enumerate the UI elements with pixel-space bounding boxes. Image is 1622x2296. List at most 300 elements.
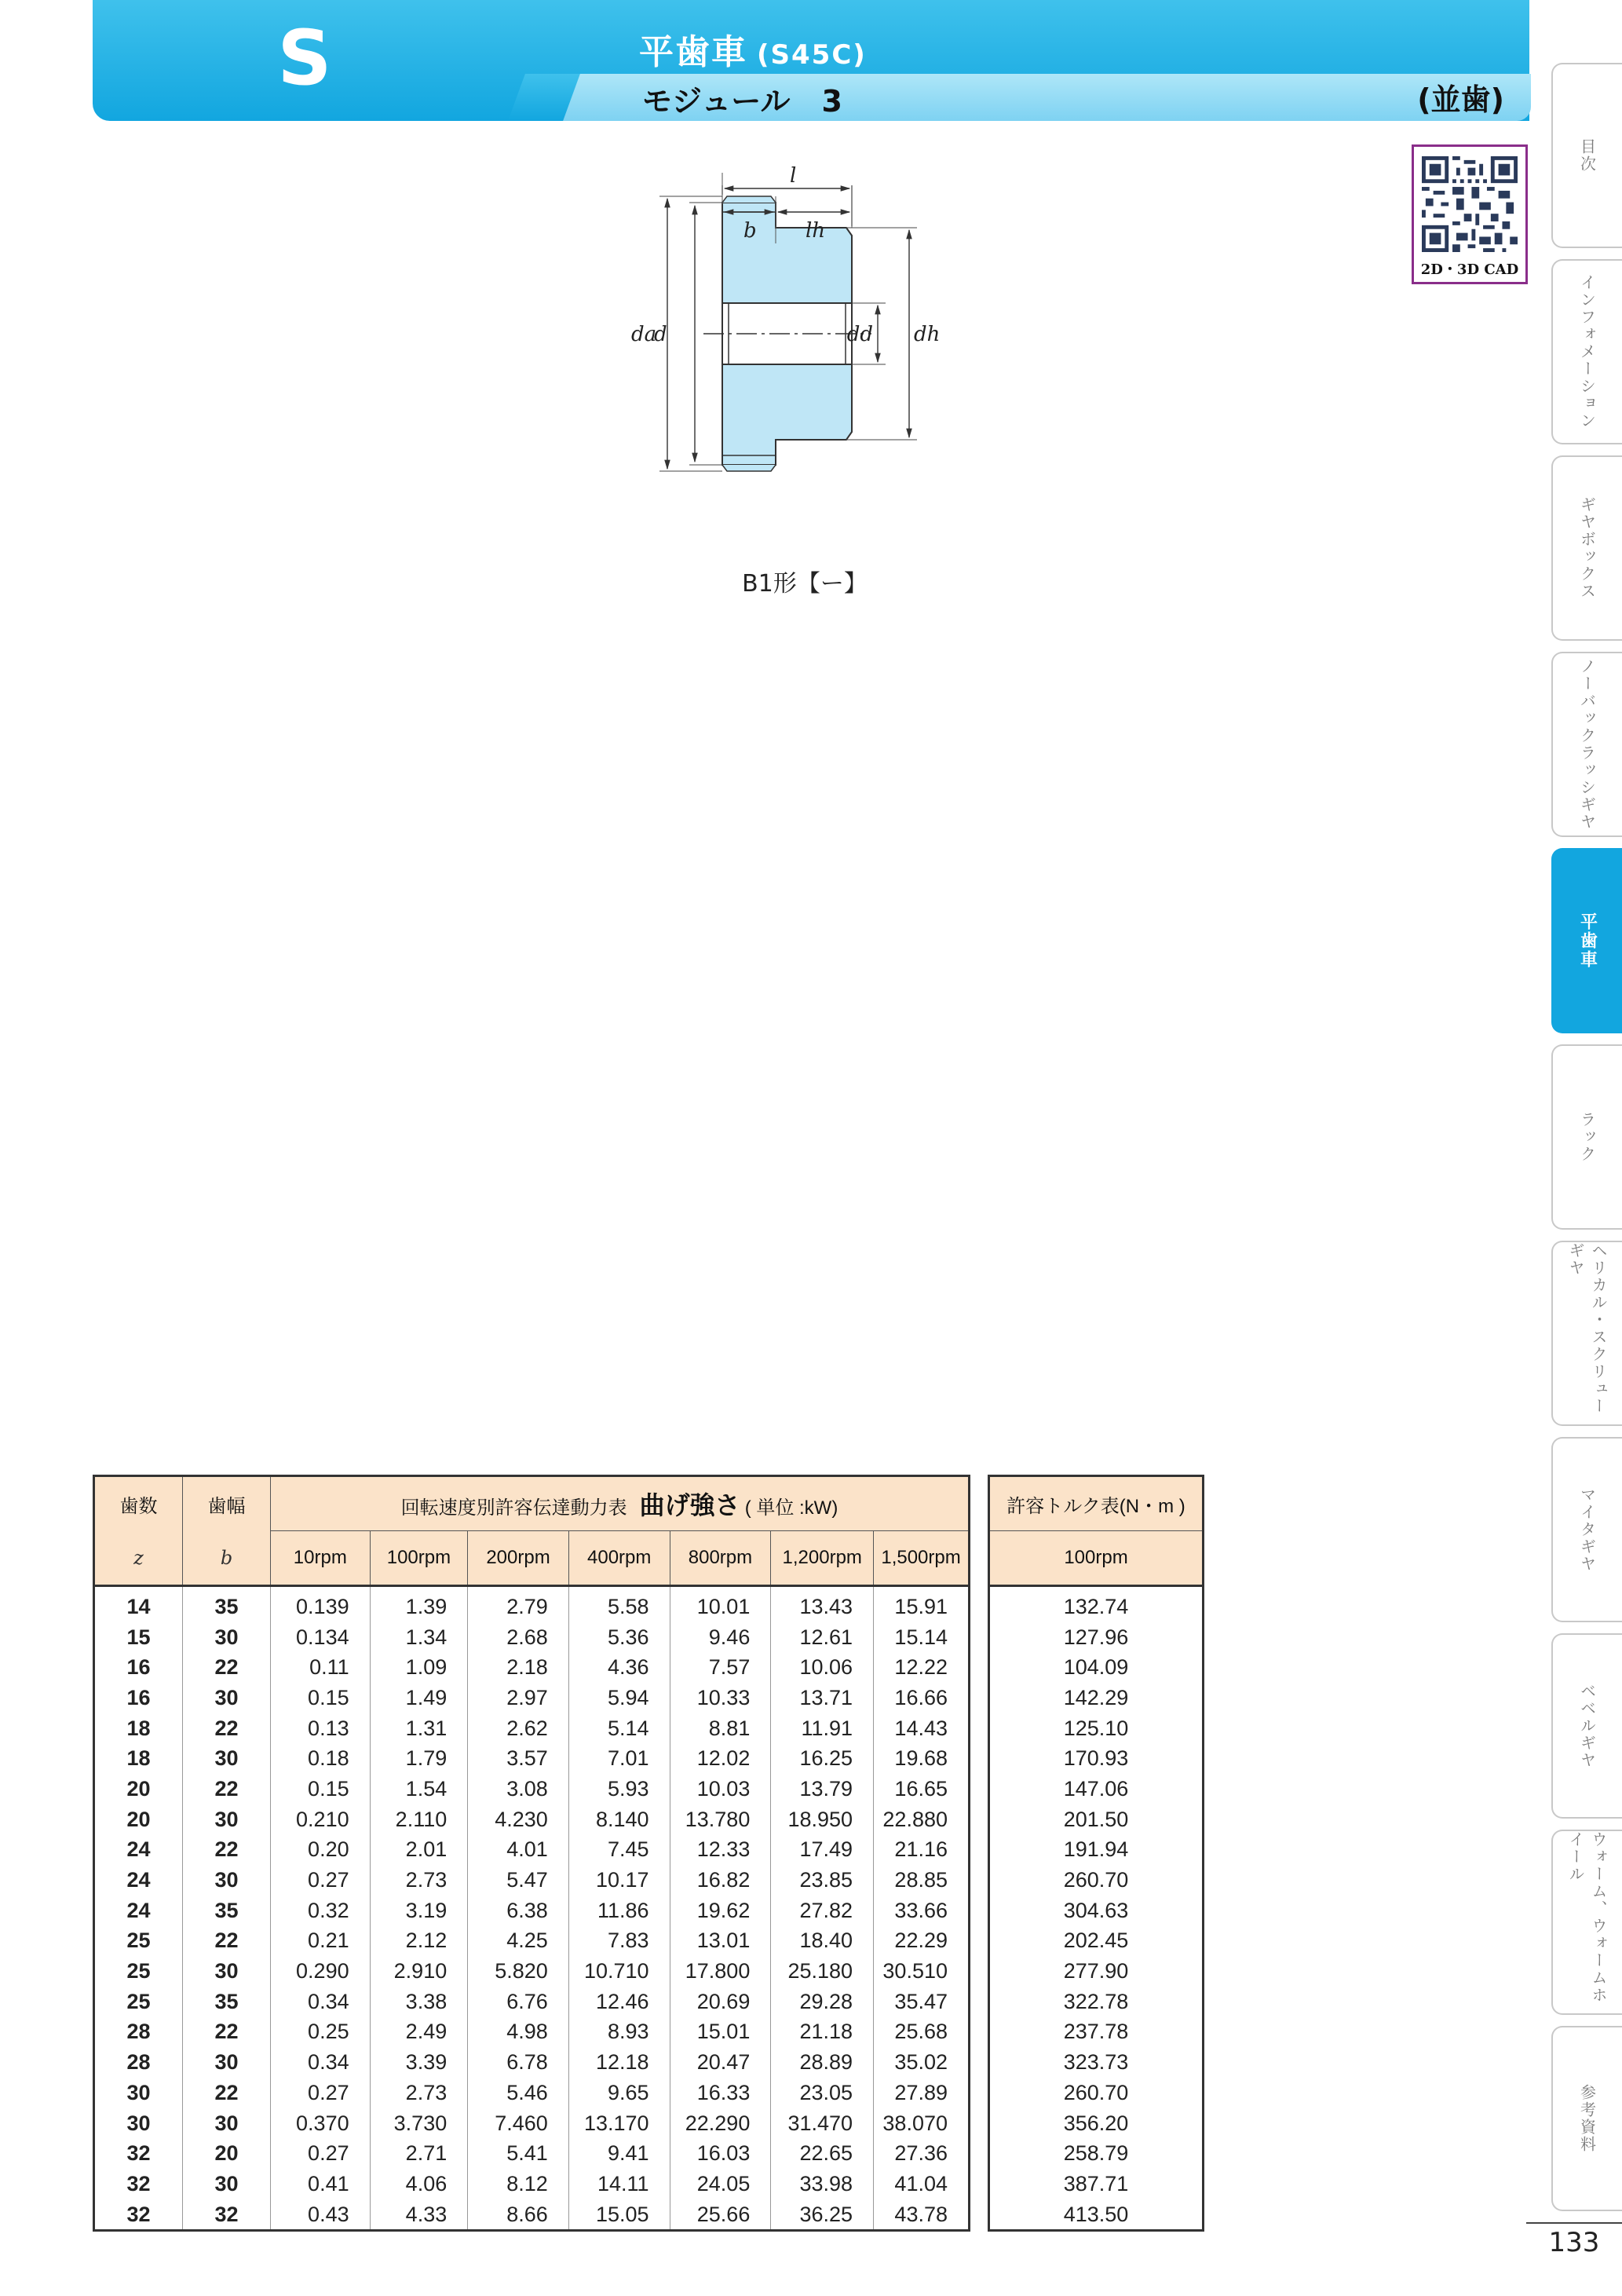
torque-cell: 356.20 xyxy=(989,2108,1204,2139)
power-cell: 16.66 xyxy=(874,1683,970,1713)
power-cell: 19.62 xyxy=(670,1896,771,1926)
module-value: 3 xyxy=(821,84,842,119)
torque-row xyxy=(989,2199,1204,2231)
power-cell: 17.49 xyxy=(771,1835,874,1866)
power-cell: 0.41 xyxy=(271,2169,371,2199)
torque-row xyxy=(989,1987,1204,2017)
power-cell: 20.47 xyxy=(670,2047,771,2078)
label-b: b xyxy=(743,219,757,243)
width-cell: 22 xyxy=(183,1835,271,1866)
power-cell: 24.05 xyxy=(670,2169,771,2199)
rpm-header: 200rpm xyxy=(468,1531,569,1586)
power-cell: 25.180 xyxy=(771,1956,874,1987)
power-cell: 2.910 xyxy=(370,1956,468,1987)
power-cell: 7.45 xyxy=(568,1835,670,1866)
drawing-caption: B1形【ー】 xyxy=(742,570,868,598)
torque-cell: 127.96 xyxy=(989,1622,1204,1653)
power-cell: 8.81 xyxy=(670,1713,771,1744)
power-cell: 4.01 xyxy=(468,1835,569,1866)
torque-row xyxy=(989,1804,1204,1835)
power-cell: 4.33 xyxy=(370,2199,468,2231)
width-cell: 30 xyxy=(183,1743,271,1774)
power-cell: 16.65 xyxy=(874,1774,970,1804)
power-cell: 15.01 xyxy=(670,2017,771,2048)
torque-cell: 237.78 xyxy=(989,2017,1204,2048)
power-unit: ( 単位 :kW) xyxy=(744,1497,838,1519)
teeth-cell: 16 xyxy=(94,1652,183,1683)
teeth-cell: 25 xyxy=(94,1987,183,2017)
power-cell: 23.05 xyxy=(771,2078,874,2108)
power-cell: 8.140 xyxy=(568,1804,670,1835)
torque-row xyxy=(989,1622,1204,1653)
power-cell: 33.98 xyxy=(771,2169,874,2199)
torque-row xyxy=(989,1865,1204,1896)
power-cell: 18.40 xyxy=(771,1926,874,1957)
label-d: d xyxy=(654,323,667,346)
power-cell: 2.12 xyxy=(370,1926,468,1957)
power-cell: 14.43 xyxy=(874,1713,970,1744)
power-cell: 31.470 xyxy=(771,2108,874,2139)
power-cell: 19.68 xyxy=(874,1743,970,1774)
torque-row xyxy=(989,2017,1204,2048)
col-teeth-symbol: z xyxy=(94,1531,183,1586)
table-row xyxy=(94,1835,970,1866)
qr-code-icon xyxy=(1422,153,1518,255)
power-cell: 0.290 xyxy=(271,1956,371,1987)
power-cell: 2.49 xyxy=(370,2017,468,2048)
power-cell: 8.93 xyxy=(568,2017,670,2048)
torque-row xyxy=(989,1926,1204,1957)
power-cell: 7.460 xyxy=(468,2108,569,2139)
torque-row xyxy=(989,1713,1204,1744)
power-cell: 9.65 xyxy=(568,2078,670,2108)
teeth-cell: 24 xyxy=(94,1835,183,1866)
power-cell: 25.66 xyxy=(670,2199,771,2231)
power-cell: 5.46 xyxy=(468,2078,569,2108)
power-cell: 7.01 xyxy=(568,1743,670,1774)
power-cell: 15.91 xyxy=(874,1586,970,1622)
power-cell: 0.21 xyxy=(271,1926,371,1957)
width-cell: 35 xyxy=(183,1987,271,2017)
torque-cell: 322.78 xyxy=(989,1987,1204,2017)
side-tab-9[interactable] xyxy=(1551,1830,1622,2015)
torque-cell: 170.93 xyxy=(989,1743,1204,1774)
teeth-cell: 32 xyxy=(94,2199,183,2231)
power-cell: 5.41 xyxy=(468,2138,569,2169)
rpm-header: 1,200rpm xyxy=(771,1531,874,1586)
teeth-cell: 32 xyxy=(94,2169,183,2199)
width-cell: 35 xyxy=(183,1586,271,1622)
power-cell: 2.73 xyxy=(370,1865,468,1896)
power-cell: 3.39 xyxy=(370,2047,468,2078)
power-cell: 5.94 xyxy=(568,1683,670,1713)
table-row xyxy=(94,2108,970,2139)
torque-row xyxy=(989,1835,1204,1866)
power-cell: 0.32 xyxy=(271,1896,371,1926)
label-lh: lh xyxy=(806,219,826,243)
power-cell: 0.27 xyxy=(271,2078,371,2108)
power-cell: 13.43 xyxy=(771,1586,874,1622)
table-row xyxy=(94,1622,970,1653)
power-cell: 2.79 xyxy=(468,1586,569,1622)
torque-row xyxy=(989,1956,1204,1987)
torque-cell: 125.10 xyxy=(989,1713,1204,1744)
power-cell: 2.18 xyxy=(468,1652,569,1683)
power-title-big: 曲げ強さ xyxy=(639,1491,740,1519)
side-tab-label: マイタギヤ xyxy=(1577,1486,1597,1573)
width-cell: 30 xyxy=(183,1804,271,1835)
table-row xyxy=(94,2138,970,2169)
side-tab-label: ノーバックラッシギヤ xyxy=(1577,658,1597,831)
power-cell: 22.290 xyxy=(670,2108,771,2139)
power-cell: 11.91 xyxy=(771,1713,874,1744)
teeth-cell: 28 xyxy=(94,2017,183,2048)
power-cell: 21.16 xyxy=(874,1835,970,1866)
power-cell: 22.65 xyxy=(771,2138,874,2169)
power-cell: 22.880 xyxy=(874,1804,970,1835)
power-cell: 0.15 xyxy=(271,1774,371,1804)
width-cell: 30 xyxy=(183,1683,271,1713)
side-tab-10[interactable] xyxy=(1551,2026,1622,2211)
side-tab-5[interactable] xyxy=(1551,1044,1622,1230)
power-cell: 0.11 xyxy=(271,1652,371,1683)
power-cell: 0.18 xyxy=(271,1743,371,1774)
power-cell: 2.62 xyxy=(468,1713,569,1744)
label-dd: dd xyxy=(846,323,873,346)
side-tab-7[interactable] xyxy=(1551,1437,1622,1622)
power-cell: 0.43 xyxy=(271,2199,371,2231)
power-cell: 12.22 xyxy=(874,1652,970,1683)
width-cell: 30 xyxy=(183,1865,271,1896)
teeth-cell: 30 xyxy=(94,2108,183,2139)
width-cell: 22 xyxy=(183,2017,271,2048)
teeth-cell: 24 xyxy=(94,1896,183,1926)
power-cell: 13.01 xyxy=(670,1926,771,1957)
power-cell: 35.47 xyxy=(874,1987,970,2017)
torque-cell: 142.29 xyxy=(989,1683,1204,1713)
side-tab-8[interactable] xyxy=(1551,1633,1622,1819)
power-cell: 5.820 xyxy=(468,1956,569,1987)
qr-caption: 2D・3D CAD xyxy=(1420,261,1519,278)
power-cell: 10.06 xyxy=(771,1652,874,1683)
width-cell: 30 xyxy=(183,1622,271,1653)
table-row xyxy=(94,1743,970,1774)
power-cell: 10.33 xyxy=(670,1683,771,1713)
table-row xyxy=(94,1683,970,1713)
power-cell: 1.54 xyxy=(370,1774,468,1804)
torque-cell: 260.70 xyxy=(989,1865,1204,1896)
col-width-symbol: b xyxy=(183,1531,271,1586)
power-cell: 10.01 xyxy=(670,1586,771,1622)
power-cell: 30.510 xyxy=(874,1956,970,1987)
power-cell: 4.25 xyxy=(468,1926,569,1957)
side-tab-1[interactable] xyxy=(1551,259,1622,444)
torque-row xyxy=(989,2047,1204,2078)
width-cell: 22 xyxy=(183,1774,271,1804)
torque-row xyxy=(989,2108,1204,2139)
power-cell: 10.710 xyxy=(568,1956,670,1987)
power-cell: 35.02 xyxy=(874,2047,970,2078)
power-cell: 4.230 xyxy=(468,1804,569,1835)
table-row xyxy=(94,1987,970,2017)
torque-row xyxy=(989,2138,1204,2169)
power-cell: 0.13 xyxy=(271,1713,371,1744)
table-row xyxy=(94,1896,970,1926)
power-cell: 1.49 xyxy=(370,1683,468,1713)
power-cell: 16.33 xyxy=(670,2078,771,2108)
teeth-cell: 15 xyxy=(94,1622,183,1653)
torque-cell: 201.50 xyxy=(989,1804,1204,1835)
power-cell: 38.070 xyxy=(874,2108,970,2139)
power-cell: 10.03 xyxy=(670,1774,771,1804)
power-cell: 1.09 xyxy=(370,1652,468,1683)
power-cell: 0.27 xyxy=(271,2138,371,2169)
side-tab-label: ギヤボックス xyxy=(1577,496,1597,600)
torque-cell: 132.74 xyxy=(989,1586,1204,1622)
power-cell: 13.79 xyxy=(771,1774,874,1804)
rpm-header: 1,500rpm xyxy=(874,1531,970,1586)
teeth-cell: 14 xyxy=(94,1586,183,1622)
power-table-title xyxy=(271,1476,970,1531)
power-cell: 10.17 xyxy=(568,1865,670,1896)
power-cell: 0.134 xyxy=(271,1622,371,1653)
power-cell: 0.34 xyxy=(271,1987,371,2017)
side-tab-3[interactable] xyxy=(1551,652,1622,837)
teeth-cell: 20 xyxy=(94,1804,183,1835)
side-tab-label: ヘリカル・スクリューギヤ xyxy=(1566,1242,1608,1415)
torque-rpm-header: 100rpm xyxy=(989,1531,1204,1586)
teeth-cell: 24 xyxy=(94,1865,183,1896)
teeth-cell: 18 xyxy=(94,1713,183,1744)
teeth-cell: 32 xyxy=(94,2138,183,2169)
power-cell: 22.29 xyxy=(874,1926,970,1957)
power-cell: 9.41 xyxy=(568,2138,670,2169)
power-cell: 23.85 xyxy=(771,1865,874,1896)
power-cell: 6.78 xyxy=(468,2047,569,2078)
power-cell: 0.15 xyxy=(271,1683,371,1713)
power-cell: 27.36 xyxy=(874,2138,970,2169)
power-cell: 27.89 xyxy=(874,2078,970,2108)
power-cell: 36.25 xyxy=(771,2199,874,2231)
torque-cell: 191.94 xyxy=(989,1835,1204,1866)
width-cell: 22 xyxy=(183,1713,271,1744)
power-cell: 21.18 xyxy=(771,2017,874,2048)
power-cell: 5.36 xyxy=(568,1622,670,1653)
label-l: l xyxy=(790,165,797,188)
module-line xyxy=(642,77,842,120)
power-cell: 25.68 xyxy=(874,2017,970,2048)
torque-cell: 104.09 xyxy=(989,1652,1204,1683)
col-teeth-header: 歯数 xyxy=(94,1476,183,1531)
gear-dimension-lines xyxy=(550,165,989,558)
power-cell: 8.12 xyxy=(468,2169,569,2199)
torque-cell: 413.50 xyxy=(989,2199,1204,2231)
power-cell: 3.57 xyxy=(468,1743,569,1774)
power-cell: 16.03 xyxy=(670,2138,771,2169)
table-row xyxy=(94,1926,970,1957)
label-da: da xyxy=(631,323,657,346)
power-cell: 0.210 xyxy=(271,1804,371,1835)
table-row xyxy=(94,1652,970,1683)
width-cell: 35 xyxy=(183,1896,271,1926)
power-cell: 13.170 xyxy=(568,2108,670,2139)
power-cell: 0.139 xyxy=(271,1586,371,1622)
power-cell: 27.82 xyxy=(771,1896,874,1926)
power-cell: 2.71 xyxy=(370,2138,468,2169)
material-text: (S45C) xyxy=(757,39,867,71)
power-cell: 15.05 xyxy=(568,2199,670,2231)
width-cell: 30 xyxy=(183,2169,271,2199)
side-tab-label: ラック xyxy=(1577,1111,1597,1163)
cad-qr-link[interactable] xyxy=(1412,144,1528,284)
power-cell: 0.34 xyxy=(271,2047,371,2078)
power-cell: 12.46 xyxy=(568,1987,670,2017)
width-cell: 30 xyxy=(183,2108,271,2139)
power-cell: 8.66 xyxy=(468,2199,569,2231)
power-cell: 2.110 xyxy=(370,1804,468,1835)
table-row xyxy=(94,1713,970,1744)
rpm-header: 100rpm xyxy=(370,1531,468,1586)
page-number-rule xyxy=(1526,2222,1622,2224)
power-cell: 6.76 xyxy=(468,1987,569,2017)
power-cell: 3.730 xyxy=(370,2108,468,2139)
rpm-header: 400rpm xyxy=(568,1531,670,1586)
side-tab-label: インフォメーション xyxy=(1577,274,1597,430)
torque-row xyxy=(989,1743,1204,1774)
width-cell: 32 xyxy=(183,2199,271,2231)
width-cell: 22 xyxy=(183,1926,271,1957)
torque-cell: 202.45 xyxy=(989,1926,1204,1957)
power-cell: 5.58 xyxy=(568,1586,670,1622)
torque-cell: 304.63 xyxy=(989,1896,1204,1926)
power-cell: 2.97 xyxy=(468,1683,569,1713)
power-cell: 41.04 xyxy=(874,2169,970,2199)
title-text: 平歯車 xyxy=(639,32,747,72)
rpm-header: 800rpm xyxy=(670,1531,771,1586)
power-cell: 28.89 xyxy=(771,2047,874,2078)
power-cell: 33.66 xyxy=(874,1896,970,1926)
power-cell: 5.47 xyxy=(468,1865,569,1896)
torque-row xyxy=(989,1586,1204,1622)
torque-table xyxy=(988,1475,1204,2232)
teeth-cell: 25 xyxy=(94,1956,183,1987)
torque-row xyxy=(989,1774,1204,1804)
table-row xyxy=(94,1956,970,1987)
table-row xyxy=(94,1804,970,1835)
power-cell: 3.08 xyxy=(468,1774,569,1804)
rpm-header: 10rpm xyxy=(271,1531,371,1586)
power-cell: 2.73 xyxy=(370,2078,468,2108)
width-cell: 30 xyxy=(183,2047,271,2078)
power-cell: 1.34 xyxy=(370,1622,468,1653)
power-cell: 4.36 xyxy=(568,1652,670,1683)
power-cell: 28.85 xyxy=(874,1865,970,1896)
power-title: 回転速度別許容伝達動力表 xyxy=(400,1497,627,1519)
power-cell: 1.31 xyxy=(370,1713,468,1744)
torque-cell: 260.70 xyxy=(989,2078,1204,2108)
tooth-type: (並歯) xyxy=(1417,82,1504,117)
side-tab-4[interactable] xyxy=(1551,848,1622,1033)
table-row xyxy=(94,1865,970,1896)
power-cell: 3.38 xyxy=(370,1987,468,2017)
power-cell: 2.68 xyxy=(468,1622,569,1653)
torque-row xyxy=(989,2078,1204,2108)
page-header xyxy=(93,0,1529,121)
width-cell: 30 xyxy=(183,1956,271,1987)
power-cell: 16.82 xyxy=(670,1865,771,1896)
side-tab-label: 目次 xyxy=(1577,138,1597,173)
power-cell: 29.28 xyxy=(771,1987,874,2017)
power-cell: 7.83 xyxy=(568,1926,670,1957)
side-tab-2[interactable] xyxy=(1551,455,1622,641)
power-cell: 3.19 xyxy=(370,1896,468,1926)
power-cell: 43.78 xyxy=(874,2199,970,2231)
page-number: 133 xyxy=(1548,2227,1600,2258)
side-tab-label: ウォーム、ウォームホイール xyxy=(1566,1831,1608,2004)
page-title xyxy=(639,24,867,74)
power-cell: 14.11 xyxy=(568,2169,670,2199)
power-cell: 0.20 xyxy=(271,1835,371,1866)
power-cell: 12.02 xyxy=(670,1743,771,1774)
power-cell: 1.79 xyxy=(370,1743,468,1774)
power-cell: 9.46 xyxy=(670,1622,771,1653)
power-cell: 4.98 xyxy=(468,2017,569,2048)
torque-cell: 387.71 xyxy=(989,2169,1204,2199)
width-cell: 20 xyxy=(183,2138,271,2169)
side-tab-0[interactable] xyxy=(1551,63,1622,248)
power-cell: 17.800 xyxy=(670,1956,771,1987)
power-cell: 12.33 xyxy=(670,1835,771,1866)
torque-row xyxy=(989,2169,1204,2199)
power-cell: 13.71 xyxy=(771,1683,874,1713)
teeth-cell: 20 xyxy=(94,1774,183,1804)
power-cell: 13.780 xyxy=(670,1804,771,1835)
table-row xyxy=(94,1774,970,1804)
teeth-cell: 16 xyxy=(94,1683,183,1713)
table-row xyxy=(94,2169,970,2199)
power-cell: 16.25 xyxy=(771,1743,874,1774)
torque-row xyxy=(989,1652,1204,1683)
power-cell: 12.61 xyxy=(771,1622,874,1653)
power-cell: 0.25 xyxy=(271,2017,371,2048)
power-cell: 20.69 xyxy=(670,1987,771,2017)
width-cell: 22 xyxy=(183,1652,271,1683)
col-width-header: 歯幅 xyxy=(183,1476,271,1531)
teeth-cell: 18 xyxy=(94,1743,183,1774)
power-table xyxy=(93,1475,970,2232)
table-row xyxy=(94,1586,970,1622)
power-cell: 15.14 xyxy=(874,1622,970,1653)
power-cell: 7.57 xyxy=(670,1652,771,1683)
module-label: モジュール xyxy=(642,84,791,119)
power-cell: 11.86 xyxy=(568,1896,670,1926)
power-cell: 18.950 xyxy=(771,1804,874,1835)
side-tab-6[interactable] xyxy=(1551,1241,1622,1426)
side-tab-label: ベベルギヤ xyxy=(1577,1683,1597,1769)
table-row xyxy=(94,2017,970,2048)
width-cell: 22 xyxy=(183,2078,271,2108)
teeth-cell: 30 xyxy=(94,2078,183,2108)
teeth-cell: 25 xyxy=(94,1926,183,1957)
side-tab-label: 平歯車 xyxy=(1577,912,1598,969)
torque-row xyxy=(989,1896,1204,1926)
power-cell: 1.39 xyxy=(370,1586,468,1622)
table-row xyxy=(94,2047,970,2078)
power-cell: 0.370 xyxy=(271,2108,371,2139)
power-cell: 0.27 xyxy=(271,1865,371,1896)
teeth-cell: 28 xyxy=(94,2047,183,2078)
torque-cell: 277.90 xyxy=(989,1956,1204,1987)
